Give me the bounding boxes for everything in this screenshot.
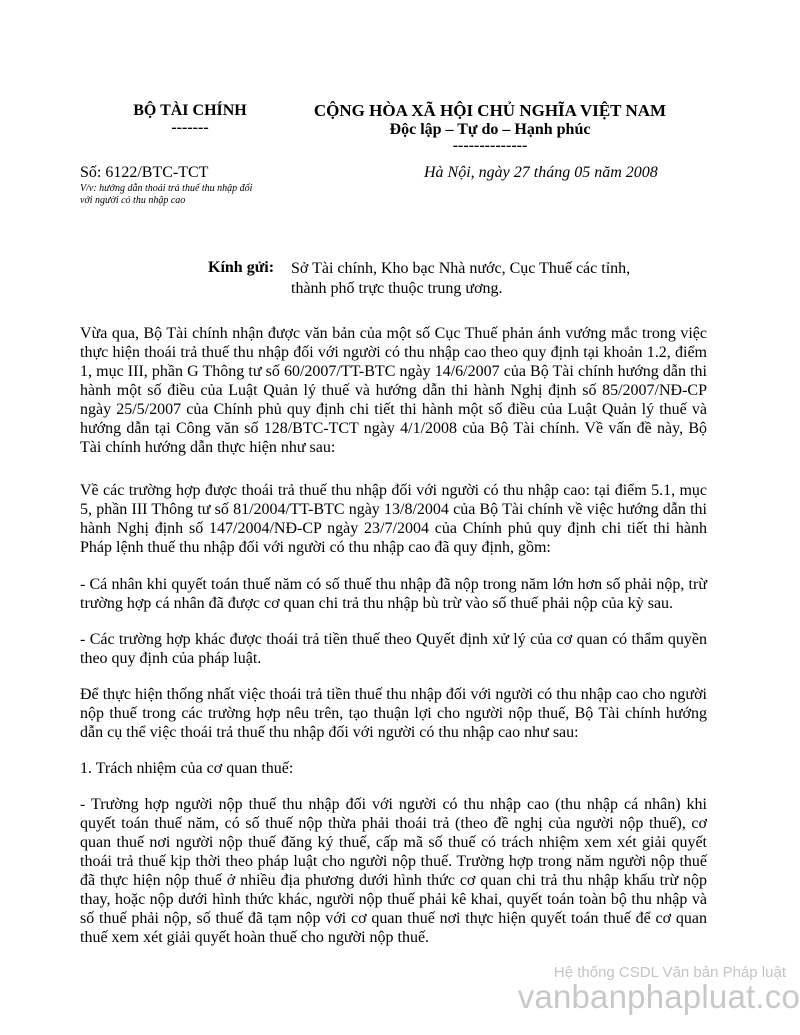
document-subject <box>80 183 252 207</box>
paragraph-case-settlement: - Cá nhân khi quyết toán thuế năm có số thuế thu nhập đã nộp trong năm lớn hơn số phải nộp, trừ trường hợp cá nhân đã được cơ quan chi trả thu nhập bù trừ vào số thuế phải nộp của kỳ sau. <box>80 576 707 612</box>
subject-line-2: với người có thu nhập cao <box>80 195 186 206</box>
place-date: Hà Nội, ngày 27 tháng 05 năm 2008 <box>424 164 658 181</box>
recipient-line-1: Sở Tài chính, Kho bạc Nhà nước, Cục Thuế các tỉnh, <box>291 260 631 277</box>
subject-line-1: V/v: hướng dẫn thoái trả thuế thu nhập đối <box>80 183 253 194</box>
watermark-site: vanbanphapluat.co <box>517 978 800 1015</box>
paragraph-refund-cases: Về các trường hợp được thoái trả thuế thu nhập đối với người có thu nhập cao: tại điểm 5.1, mục 5, phần III Thông tư số 81/2004/TT-BTC ngày 13/8/2004 của Bộ Tài chính về việc hướng dẫn thi hành Nghị định số 147/2004/NĐ-CP ngày 23/7/2004 của Chính phủ quy định chi tiết thi hành Pháp lệnh thuế thu nhập đối với người có thu nhập cao đã quy định, gồm: <box>80 482 707 556</box>
ministry-name: BỘ TÀI CHÍNH <box>133 102 247 119</box>
paragraph-case-other: - Các trường hợp khác được thoái trả tiền thuế theo Quyết định xử lý của cơ quan có thẩm quyền theo quy định của pháp luật. <box>80 631 707 667</box>
nation-title: CỘNG HÒA XÃ HỘI CHỦ NGHĨA VIỆT NAM <box>313 101 667 120</box>
motto-separator: -------------- <box>452 137 528 154</box>
motto: Độc lập – Tự do – Hạnh phúc <box>389 121 591 138</box>
section-heading-tax-authority: 1. Trách nhiệm của cơ quan thuế: <box>80 760 294 777</box>
ministry-separator: ------- <box>171 119 209 136</box>
recipient-label: Kính gửi: <box>208 259 275 276</box>
document-number: Số: 6122/BTC-TCT <box>80 164 209 181</box>
paragraph-tax-authority-duty: - Trường hợp người nộp thuế thu nhập đối với người có thu nhập cao (thu nhập cá nhân) khi quyết toán thuế năm, có số thuế nộp thừa phải thoái trả (theo đề nghị của người nộp thuế), cơ quan thuế nơi người nộp thuế đăng ký thuế, cấp mã số thuế có trách nhiệm xem xét giải quyết thoái trả thuế kịp thời theo pháp luật cho người nộp thuế. Trường hợp trong năm người nộp thuế đã thực hiện nộp thuế ở nhiều địa phương dưới hình thức cơ quan chi trả thu nhập khấu trừ nộp thay, hoặc nộp dưới hình thức khác, người nộp thuế phải kê khai, quyết toán toàn bộ thu nhập và số thuế phải nộp, số thuế đã tạm nộp với cơ quan thuế nơi thực hiện quyết toán thuế để cơ quan thuế xem xét giải quyết hoàn thuế cho người nộp thuế. <box>80 796 707 946</box>
paragraph-guidance: Để thực hiện thống nhất việc thoái trả tiền thuế thu nhập đối với người có thu nhập cao cho người nộp thuế trong các trường hợp nêu trên, tạo thuận lợi cho người nộp thuế, Bộ Tài chính hướng dẫn cụ thể việc thoái trả thuế thu nhập đối với người có thu nhập cao như sau: <box>80 686 707 741</box>
watermark-caption: Hệ thống CSDL Văn bản Pháp luật <box>553 964 786 981</box>
recipient-text <box>291 259 630 299</box>
recipient-line-2: thành phố trực thuộc trung ương. <box>291 280 503 297</box>
paragraph-intro: Vừa qua, Bộ Tài chính nhận được văn bản của một số Cục Thuế phản ánh vướng mắc trong việc thực hiện thoái trả thuế thu nhập đối với người có thu nhập cao theo quy định tại khoản 1.2, điểm 1, mục III, phần G Thông tư số 60/2007/TT-BTC ngày 14/6/2007 của Bộ Tài chính hướng dẫn thi hành một số điều của Luật Quản lý thuế và hướng dẫn thi hành Nghị định số 85/2007/NĐ-CP ngày 25/5/2007 của Chính phủ quy định chi tiết thi hành một số điều của Luật Quản lý thuế và hướng dẫn tại Công văn số 128/BTC-TCT ngày 4/1/2008 của Bộ Tài chính. Về vấn đề này, Bộ Tài chính hướng dẫn thực hiện như sau: <box>80 325 707 456</box>
